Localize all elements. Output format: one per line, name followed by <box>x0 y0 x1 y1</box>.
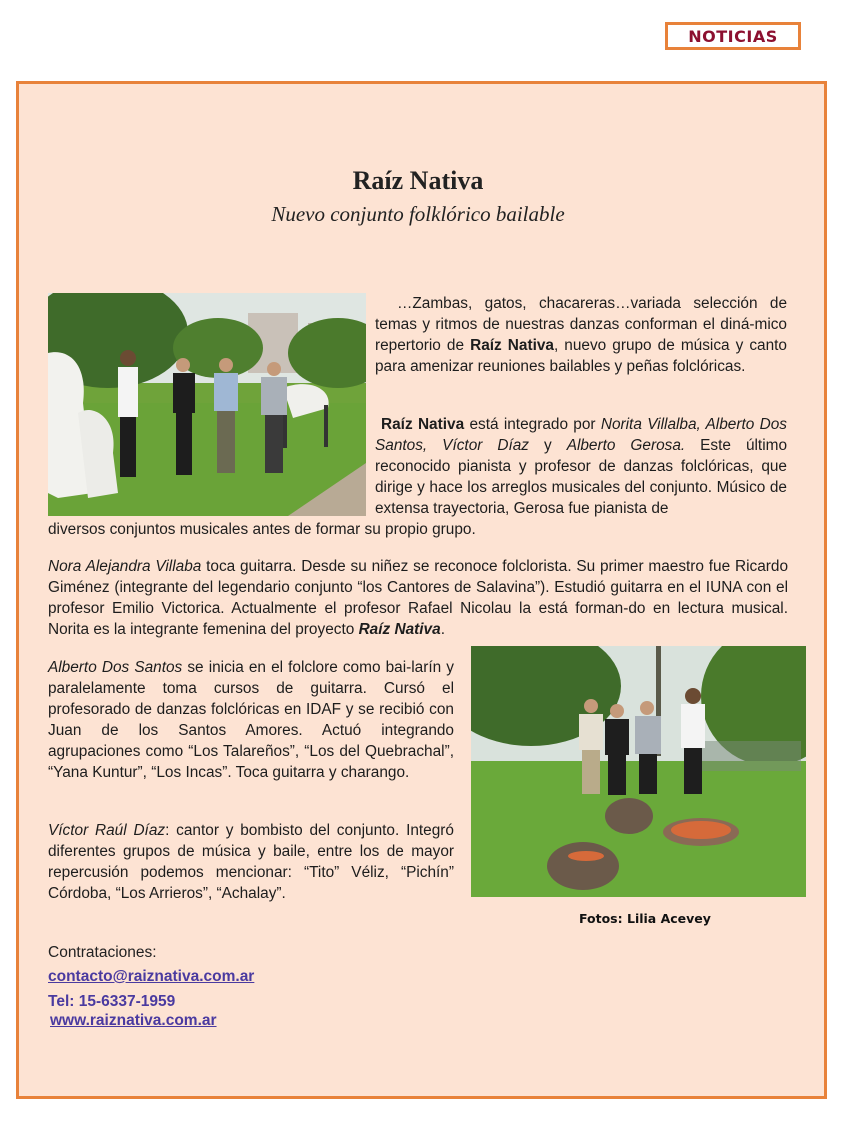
nora-band-name: Raíz Nativa <box>358 621 441 638</box>
band-photo-1-image <box>48 293 366 516</box>
members-text-3: Este último reconocido pianista y profesor de danzas folclóricas, que dirige y hace los arreglos musicales del conjunto. Músico de extensa trayectoria, Gerosa fue pianista de <box>375 437 788 517</box>
band-photo-2 <box>471 646 806 897</box>
nora-paragraph <box>48 556 788 640</box>
members-text-2: y <box>529 437 567 454</box>
contact-label: Contrataciones: <box>48 944 157 961</box>
contact-email-link[interactable]: contacto@raiznativa.com.ar <box>48 968 255 985</box>
intro-text-1: …Zambas, gatos, chacareras…variada selección de temas y ritmos de nuestras danzas conforman el diná-mico repertorio de <box>375 295 787 354</box>
nora-text: toca guitarra. Desde su niñez se reconoce folclorista. Su primer maestro fue Ricardo Giménez (integrante del legendario conjunto “los Cantores de Salavina”). Estudió guitarra en el IUNA con el profesor Emilio Victorica. Actualmente el profesor Rafael Nicolau la está forman-do en lectura musical. Norita es la integrante femenina del proyecto <box>48 558 788 638</box>
band-photo-1 <box>48 293 366 516</box>
members-text-1: está integrado por <box>464 416 601 433</box>
victor-name: Víctor Raúl Díaz <box>48 822 166 839</box>
website-link[interactable]: www.raiznativa.com.ar <box>50 1012 217 1029</box>
band-photo-2-image <box>471 646 806 897</box>
members-names: Norita Villalba, Alberto Dos Santos, Víctor Díaz <box>375 416 787 454</box>
members-paragraph <box>375 414 787 519</box>
photo-credit: Fotos: Lilia Acevey <box>579 911 711 926</box>
intro-paragraph <box>375 293 787 377</box>
article-title: Raíz Nativa <box>352 166 484 195</box>
alberto-name: Alberto Dos Santos <box>48 659 183 676</box>
intro-band-name: Raíz Nativa <box>470 337 554 354</box>
intro-text-2: , nuevo grupo de música y canto para amenizar reuniones bailables y peñas folclóricas. <box>375 337 787 375</box>
article-subtitle: Nuevo conjunto folklórico bailable <box>271 202 565 226</box>
nora-period: . <box>440 621 445 638</box>
members-paragraph-continued: diversos conjuntos musicales antes de formar su propio grupo. <box>48 521 476 538</box>
alberto-paragraph <box>48 657 454 783</box>
victor-text: : cantor y bombisto del conjunto. Integró diferentes grupos de música y baile, entre los de mayor repercusión podemos mencionar: “Tito” Véliz, “Pichín” Córdoba, “Los Arrieros”, “Achalay”. <box>48 822 454 902</box>
nora-name: Nora Alejandra Villaba <box>48 558 202 575</box>
victor-paragraph <box>48 820 454 904</box>
alberto-text: se inicia en el folclore como bai-larín y paralelamente toma cursos de guitarra. Cursó el profesorado de danzas folclóricas en IDAF y se recibió con Juan de los Santos Amores. Actuó integrando agrupaciones como “Los Talareños”, “Los del Quebrachal”, “Yana Kuntur”, “Los Incas”. Toca guitarra y charango. <box>48 659 454 781</box>
contact-phone: Tel: 15-6337-1959 <box>48 993 176 1010</box>
members-band-name: Raíz Nativa <box>381 416 465 433</box>
members-name-last: Alberto Gerosa. <box>566 437 686 454</box>
section-badge: NOTICIAS <box>665 22 801 50</box>
